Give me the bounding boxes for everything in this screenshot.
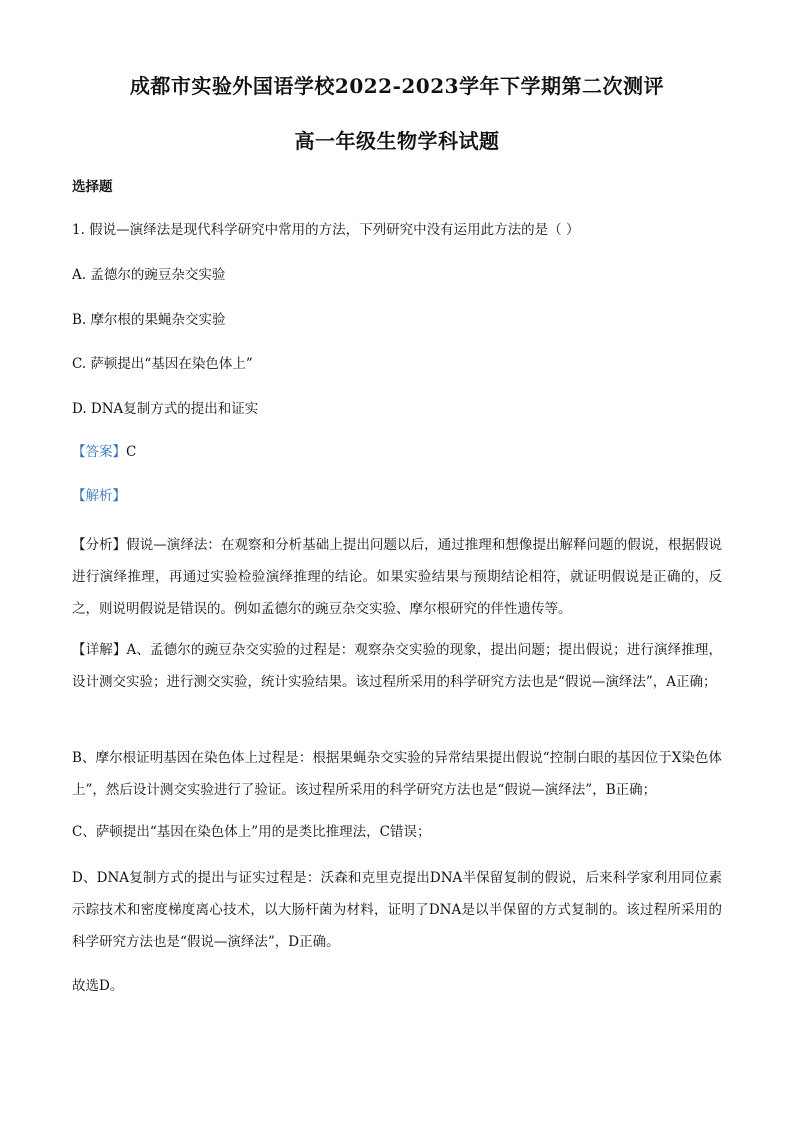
detail-paragraph-a <box>72 634 722 698</box>
option-b: B. 摩尔根的果蝇杂交实验 <box>72 312 226 328</box>
answer-tag: 【答案】 <box>72 444 126 460</box>
analysis-heading <box>72 486 722 506</box>
section-heading: 选择题 <box>72 179 113 195</box>
option-c: C. 萨顿提出“基因在染色体上” <box>72 356 253 372</box>
fenxi-tag: 【分析】 <box>72 537 127 553</box>
question-stem: 1. 假说—演绎法是现代科学研究中常用的方法，下列研究中没有运用此方法的是（ ） <box>72 222 580 238</box>
answer-line <box>72 442 722 462</box>
detail-paragraph-d: D、DNA复制方式的提出与证实过程是：沃森和克里克提出DNA半保留复制的假说，后来科学家利用同位素示踪技术和密度梯度离心技术，以大肠杆菌为材料，证明了DNA是以半保留的方式复制的。该过程所采用的科学研究方法也是“假说—演绎法”，D正确。 <box>72 870 722 950</box>
option-a: A. 孟德尔的豌豆杂交实验 <box>72 267 226 283</box>
document-title: 成都市实验外国语学校2022-2023学年下学期第二次测评 <box>129 74 665 98</box>
analysis-paragraph <box>72 529 722 625</box>
xiangjie-tag: 【详解】 <box>72 642 127 658</box>
analysis-tag: 【解析】 <box>72 488 126 504</box>
detail-paragraph-c: C、萨顿提出“基因在染色体上”用的是类比推理法，C错误； <box>72 824 431 840</box>
document-subtitle: 高一年级生物学科试题 <box>294 129 500 153</box>
conclusion: 故选D。 <box>72 978 124 994</box>
detail-paragraph-b: B、摩尔根证明基因在染色体上过程是：根据果蝇杂交实验的异常结果提出假说“控制白眼的基因位于X染色体上”，然后设计测交实验进行了验证。该过程所采用的科学研究方法也是“假说—演绎法”，B正确； <box>72 750 722 798</box>
answer-value: C <box>126 444 137 460</box>
option-d: D. DNA复制方式的提出和证实 <box>72 401 259 417</box>
detail-text-a: A、孟德尔的豌豆杂交实验的过程是：观察杂交实验的现象，提出问题；提出假说；进行演绎推理，设计测交实验；进行测交实验，统计实验结果。该过程所采用的科学研究方法也是“假说—演绎法”，A正确； <box>72 642 723 690</box>
fenxi-text: 假说—演绎法：在观察和分析基础上提出问题以后，通过推理和想像提出解释问题的假说，根据假说进行演绎推理，再通过实验检验演绎推理的结论。如果实验结果与预期结论相符，就证明假说是正确的，反之，则说明假说是错误的。例如孟德尔的豌豆杂交实验、摩尔根研究的伴性遗传等。 <box>72 537 723 617</box>
